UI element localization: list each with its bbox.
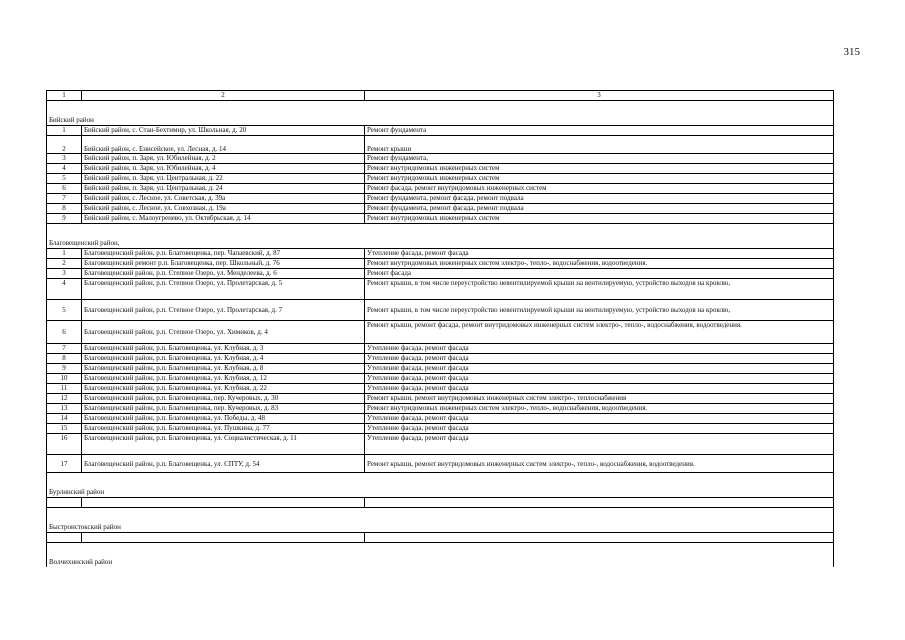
row-work: Ремонт крыши, ремонт фасада, ремонт внутридомовых инженерных систем электро-, тепло-, водоснабжения, водоотведения.	[365, 321, 834, 344]
row-address: Благовещенский район, р.п. Благовещенка, ул. Клубная, д. 3	[82, 344, 365, 354]
column-header-row	[47, 91, 834, 101]
column-header-3: 3	[365, 91, 834, 101]
row-number: 5	[47, 174, 82, 184]
row-number: 10	[47, 374, 82, 384]
row-work: Ремонт крыши, в том числе переустройство невентилируемой крыши на вентилируемую, устройство выходов на кровлю,	[365, 279, 834, 300]
page-number: 315	[843, 46, 860, 58]
row-number: 14	[47, 414, 82, 424]
repair-register-table	[46, 90, 834, 567]
row-address: Благовещенский район, р.п. Степное Озеро, ул. Менделеева, д. 6	[82, 269, 365, 279]
row-work: Ремонт крыши	[365, 136, 834, 154]
row-address: Благовещенский район, р.п. Благовещенка, ул. Социалистическая, д. 11	[82, 434, 365, 455]
row-work: Утепление фасада, ремонт фасада	[365, 249, 834, 259]
table-row	[47, 455, 834, 473]
row-number: 3	[47, 154, 82, 164]
row-work: Утепление фасада, ремонт фасада	[365, 424, 834, 434]
table-row-empty	[47, 498, 834, 508]
region-heading: Бурлинский район	[47, 484, 834, 498]
row-number: 7	[47, 194, 82, 204]
table-row	[47, 174, 834, 184]
row-address: Благовещенский район, р.п. Благовещенка, пер. Кучеровых, д. 30	[82, 394, 365, 404]
row-number: 4	[47, 279, 82, 300]
row-address: Благовещенский район, р.п. Благовещенка, ул. Победы, д. 48	[82, 414, 365, 424]
row-address: Бийский район, п. Заря, ул. Юбилейная, д. 2	[82, 154, 365, 164]
table-row	[47, 154, 834, 164]
row-work: Утепление фасада, ремонт фасада	[365, 434, 834, 455]
row-work: Ремонт внутридомовых инженерных систем электро-, тепло-, водоснабжения, водоотведения.	[365, 259, 834, 269]
row-number: 6	[47, 184, 82, 194]
row-address: Бийский район, с. Малоугренево, ул. Октябрьская, д. 14	[82, 214, 365, 224]
table-row	[47, 321, 834, 344]
row-address: Благовещенский район, р.п. Благовещенка, ул. Клубная, д. 12	[82, 374, 365, 384]
table-row	[47, 184, 834, 194]
row-number: 2	[47, 259, 82, 269]
table-row	[47, 414, 834, 424]
row-address: Бийский район, п. Заря, ул. Юбилейная, д. 4	[82, 164, 365, 174]
row-address: Благовещенский ремонт р.п. Благовещенка, пер. Школьный, д. 76	[82, 259, 365, 269]
table-row	[47, 434, 834, 455]
row-work: Ремонт фасада	[365, 269, 834, 279]
row-number: 1	[47, 249, 82, 259]
row-work: Утепление фасада, ремонт фасада	[365, 354, 834, 364]
table-row-empty	[47, 533, 834, 543]
table-row	[47, 204, 834, 214]
region-heading-row	[47, 484, 834, 498]
region-heading-row	[47, 235, 834, 249]
row-number: 6	[47, 321, 82, 344]
row-work: Ремонт внутридомовых инженерных систем электро-, тепло-, водоснабжения, водоотведения.	[365, 404, 834, 414]
row-address: Благовещенский район, р.п. Благовещенка, пер. Чапаевский, д. 87	[82, 249, 365, 259]
region-heading: Быстроистокский район	[47, 519, 834, 533]
table-row	[47, 259, 834, 269]
row-work: Ремонт крыши, ремонт внутридомовых инженерных систем электро-, теплоснабжения	[365, 394, 834, 404]
row-work: Ремонт внутридомовых инженерных систем	[365, 214, 834, 224]
row-work: Ремонт внутридомовых инженерных систем	[365, 164, 834, 174]
column-header-2: 2	[82, 91, 365, 101]
table-row	[47, 164, 834, 174]
spacer-row	[47, 543, 834, 555]
table-row	[47, 194, 834, 204]
row-address: Благовещенский район, р.п. Благовещенка, ул. Клубная, д. 8	[82, 364, 365, 374]
table-row	[47, 374, 834, 384]
row-work: Ремонт внутридомовых инженерных систем	[365, 174, 834, 184]
row-address: Благовещенский район, р.п. Благовещенка, ул. Клубная, д. 22	[82, 384, 365, 394]
spacer-row	[47, 101, 834, 113]
row-address: Бийский район, с. Лесное, ул. Советская, д. 39а	[82, 194, 365, 204]
table-row	[47, 364, 834, 374]
row-address: Бийский район, п. Заря, ул. Центральная, д. 22	[82, 174, 365, 184]
row-number: 4	[47, 164, 82, 174]
region-heading: Волчихинский район	[47, 554, 834, 567]
region-heading-row	[47, 554, 834, 567]
table-row	[47, 424, 834, 434]
row-number: 9	[47, 214, 82, 224]
row-address: Благовещенский район, р.п. Благовещенка, ул. СПТУ, д. 54	[82, 455, 365, 473]
table-row	[47, 279, 834, 300]
table-row	[47, 249, 834, 259]
row-number: 17	[47, 455, 82, 473]
row-work: Утепление фасада, ремонт фасада	[365, 364, 834, 374]
row-address: Благовещенский район, р.п. Степное Озеро, ул. Пролетарская, д. 7	[82, 300, 365, 321]
row-work: Утепление фасада, ремонт фасада	[365, 374, 834, 384]
region-heading-row	[47, 112, 834, 126]
row-number: 16	[47, 434, 82, 455]
table-row	[47, 214, 834, 224]
row-address: Благовещенский район, р.п. Степное Озеро, ул. Пролетарская, д. 5	[82, 279, 365, 300]
row-work: Ремонт фасада, ремонт внутридомовых инженерных систем	[365, 184, 834, 194]
row-number: 8	[47, 204, 82, 214]
row-work: Ремонт фундамента, ремонт фасада, ремонт подвала	[365, 204, 834, 214]
row-number: 7	[47, 344, 82, 354]
region-heading: Благовещенский район,	[47, 235, 834, 249]
row-number: 2	[47, 136, 82, 154]
row-number: 3	[47, 269, 82, 279]
spacer-row	[47, 224, 834, 236]
table-row	[47, 269, 834, 279]
table-row	[47, 344, 834, 354]
row-work: Утепление фасада, ремонт фасада	[365, 414, 834, 424]
table-row	[47, 384, 834, 394]
spacer-row	[47, 508, 834, 520]
column-header-1: 1	[47, 91, 82, 101]
table-row	[47, 394, 834, 404]
row-address: Бийский район, с. Стан-Бехтимир, ул. Школьная, д. 20	[82, 126, 365, 136]
row-number: 11	[47, 384, 82, 394]
row-work: Ремонт фундамента,	[365, 154, 834, 164]
row-work: Ремонт фундамента	[365, 126, 834, 136]
row-work: Ремонт крыши, ремонт внутридомовых инженерных систем электро-, тепло-, водоснабжения, водоотведения.	[365, 455, 834, 473]
region-heading: Бийский район	[47, 112, 834, 126]
row-number: 12	[47, 394, 82, 404]
row-number: 9	[47, 364, 82, 374]
table-row	[47, 300, 834, 321]
row-number: 5	[47, 300, 82, 321]
table-row	[47, 354, 834, 364]
row-number: 13	[47, 404, 82, 414]
table-row	[47, 126, 834, 136]
region-heading-row	[47, 519, 834, 533]
row-work: Утепление фасада, ремонт фасада	[365, 344, 834, 354]
row-work: Ремонт крыши, в том числе переустройство невентилируемой крыши на вентилируемую, устройство выходов на кровлю,	[365, 300, 834, 321]
row-address: Благовещенский район, р.п. Благовещенка, ул. Пушкина, д. 77	[82, 424, 365, 434]
row-number: 1	[47, 126, 82, 136]
row-address: Бийский район, с. Лесное, ул. Совхозная, д. 19а	[82, 204, 365, 214]
row-address: Бийский район, с. Енисейское, ул. Лесная, д. 14	[82, 136, 365, 154]
row-address: Благовещенский район, р.п. Степное Озеро, ул. Химиков, д. 4	[82, 321, 365, 344]
row-work: Утепление фасада, ремонт фасада	[365, 384, 834, 394]
row-number: 15	[47, 424, 82, 434]
table-row	[47, 404, 834, 414]
row-address: Благовещенский район, р.п. Благовещенка, пер. Кучеровых, д. 83	[82, 404, 365, 414]
row-address: Бийский район, п. Заря, ул. Центральная, д. 24	[82, 184, 365, 194]
table-row	[47, 136, 834, 154]
spacer-row	[47, 473, 834, 485]
row-number: 8	[47, 354, 82, 364]
row-work: Ремонт фундамента, ремонт фасада, ремонт подвала	[365, 194, 834, 204]
row-address: Благовещенский район, р.п. Благовещенка, ул. Клубная, д. 4	[82, 354, 365, 364]
